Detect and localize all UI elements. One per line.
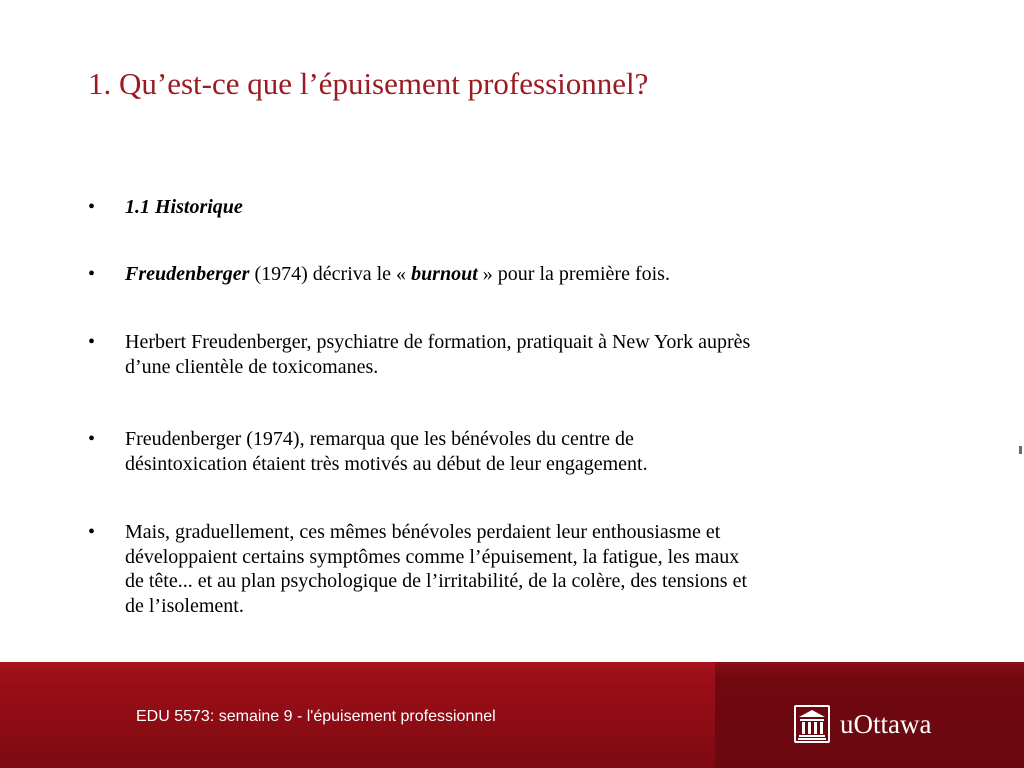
text-line: Mais, graduellement, ces mêmes bénévoles perdaient leur enthousiasme et [125, 521, 721, 543]
bullet-item-benevoles-motives [88, 427, 948, 476]
bullet-text [125, 520, 948, 618]
text-segment: (1974) décriva le « [249, 263, 412, 285]
footer-caption: EDU 5573: semaine 9 - l'épuisement professionnel [136, 708, 496, 725]
text-line: désintoxication étaient très motivés au début de leur engagement. [125, 452, 648, 475]
bullet-item-symptomes [88, 520, 948, 618]
logo-wordmark: uOttawa [840, 709, 932, 739]
bullet-item-burnout [88, 262, 948, 287]
bullet-text [125, 262, 948, 287]
bullet-dot: • [88, 331, 96, 353]
bullet-item-psychiatre [88, 330, 948, 379]
text-line: Herbert Freudenberger, psychiatre de formation, pratiquait à New York auprès [125, 331, 751, 353]
bullet-text: 1.1 Historique [125, 196, 243, 218]
bullet-dot: • [88, 521, 96, 543]
text-line: de tête... et au plan psychologique de l’irritabilité, de la colère, des tensions et [125, 570, 748, 592]
uottawa-logo [793, 702, 931, 746]
bullet-item-historique [88, 195, 948, 220]
university-building-icon [793, 704, 831, 744]
slide-title: 1. Qu’est-ce que l’épuisement professionnel? [88, 66, 649, 101]
emphasis-freudenberger: Freudenberger [125, 263, 250, 285]
text-line: Freudenberger (1974), remarqua que les bénévoles du centre de [125, 428, 634, 450]
text-line: d’une clientèle de toxicomanes. [125, 355, 379, 378]
bullet-dot: • [88, 196, 96, 218]
emphasis-burnout: burnout [411, 263, 478, 285]
text-segment: » pour la première fois. [477, 263, 670, 285]
bullet-dot: • [88, 263, 96, 285]
text-line: de l’isolement. [125, 594, 244, 617]
bullet-text [125, 427, 948, 476]
bullet-dot: • [88, 428, 96, 450]
text-line: développaient certains symptômes comme l’épuisement, la fatigue, les maux [125, 545, 740, 568]
bullet-text [125, 330, 948, 379]
edge-marker [1019, 446, 1022, 454]
